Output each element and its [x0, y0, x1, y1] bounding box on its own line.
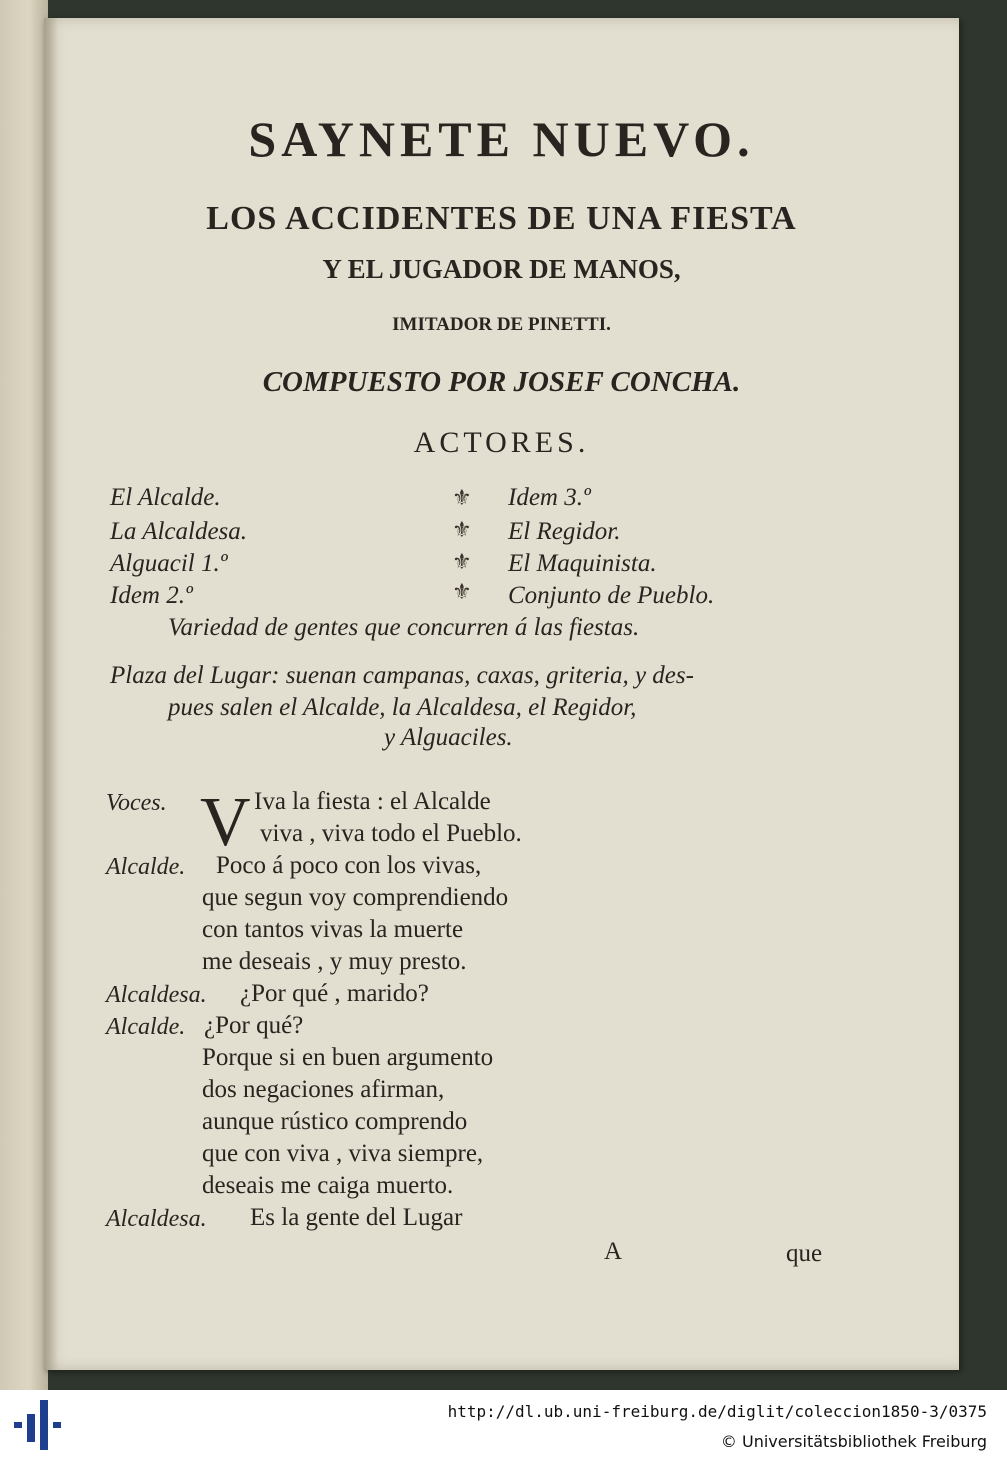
ornament-icon: ⚜ [452, 518, 472, 543]
verse-line: dos negaciones afirman, [202, 1076, 445, 1103]
verse-line: Poco á poco con los vivas, [216, 852, 482, 879]
verse-line: deseais me caiga muerto. [202, 1172, 454, 1199]
verse-line: que segun voy comprendiendo [202, 884, 509, 911]
speaker-alcaldesa: Alcaldesa. [106, 982, 207, 1008]
title-line-1: SAYNETE NUEVO. [248, 111, 755, 167]
verse-line: me deseais , y muy presto. [202, 948, 467, 975]
cast-left-4: Idem 2.º [110, 582, 193, 609]
speaker-alcaldesa: Alcaldesa. [106, 1206, 207, 1232]
footer-bar [0, 1390, 1007, 1463]
verse-line: ¿Por qué , marido? [240, 980, 429, 1007]
verse-line: Es la gente del Lugar [250, 1204, 463, 1231]
cast-left-1: El Alcalde. [110, 484, 221, 511]
cast-left-3: Alguacil 1.º [110, 550, 228, 577]
library-logo-icon [14, 1400, 64, 1450]
book-page [44, 18, 959, 1370]
speaker-voces: Voces. [106, 790, 167, 816]
speaker-alcalde: Alcalde. [106, 854, 186, 880]
stage-direction-3: y Alguaciles. [384, 724, 513, 751]
actors-heading: ACTORES. [413, 426, 590, 459]
verse-line: viva , viva todo el Pueblo. [260, 820, 522, 847]
catchword: que [786, 1240, 823, 1267]
ornament-icon: ⚜ [452, 550, 472, 575]
ornament-icon: ⚜ [452, 580, 472, 605]
cast-right-4: Conjunto de Pueblo. [508, 582, 715, 609]
speaker-alcalde: Alcalde. [106, 1014, 186, 1040]
verse-line: con tantos vivas la muerte [202, 916, 464, 943]
title-line-4: IMITADOR DE PINETTI. [392, 314, 611, 335]
cast-right-3: El Maquinista. [508, 550, 657, 577]
title-line-3: Y EL JUGADOR DE MANOS, [322, 254, 681, 284]
verse-line: Iva la fiesta : el Alcalde [254, 788, 491, 815]
stage-direction-2: pues salen el Alcalde, la Alcaldesa, el Regidor, [168, 694, 637, 721]
permalink-url[interactable]: http://dl.ub.uni-freiburg.de/diglit/coleccion1850-3/0375 [447, 1402, 987, 1421]
verse-line: aunque rústico comprendo [202, 1108, 468, 1135]
signature-mark: A [604, 1238, 623, 1265]
title-line-2: LOS ACCIDENTES DE UNA FIESTA [206, 200, 797, 237]
stage-direction-1: Plaza del Lugar: suenan campanas, caxas, griteria, y des- [110, 662, 694, 689]
verse-line: ¿Por qué? [204, 1012, 304, 1039]
copyright-notice: © Universitätsbibliothek Freiburg [720, 1432, 987, 1451]
cast-right-2: El Regidor. [508, 518, 621, 545]
cast-left-2: La Alcaldesa. [110, 518, 248, 545]
verse-line: que con viva , viva siempre, [202, 1140, 484, 1167]
cast-right-1: Idem 3.º [508, 484, 591, 511]
previous-page-edge [0, 0, 48, 1390]
author-line: COMPUESTO POR JOSEF CONCHA. [262, 366, 741, 398]
cast-note: Variedad de gentes que concurren á las fiestas. [168, 614, 640, 641]
drop-cap: V [200, 784, 251, 861]
verse-line: Porque si en buen argumento [202, 1044, 494, 1071]
ornament-icon: ⚜ [452, 486, 472, 511]
